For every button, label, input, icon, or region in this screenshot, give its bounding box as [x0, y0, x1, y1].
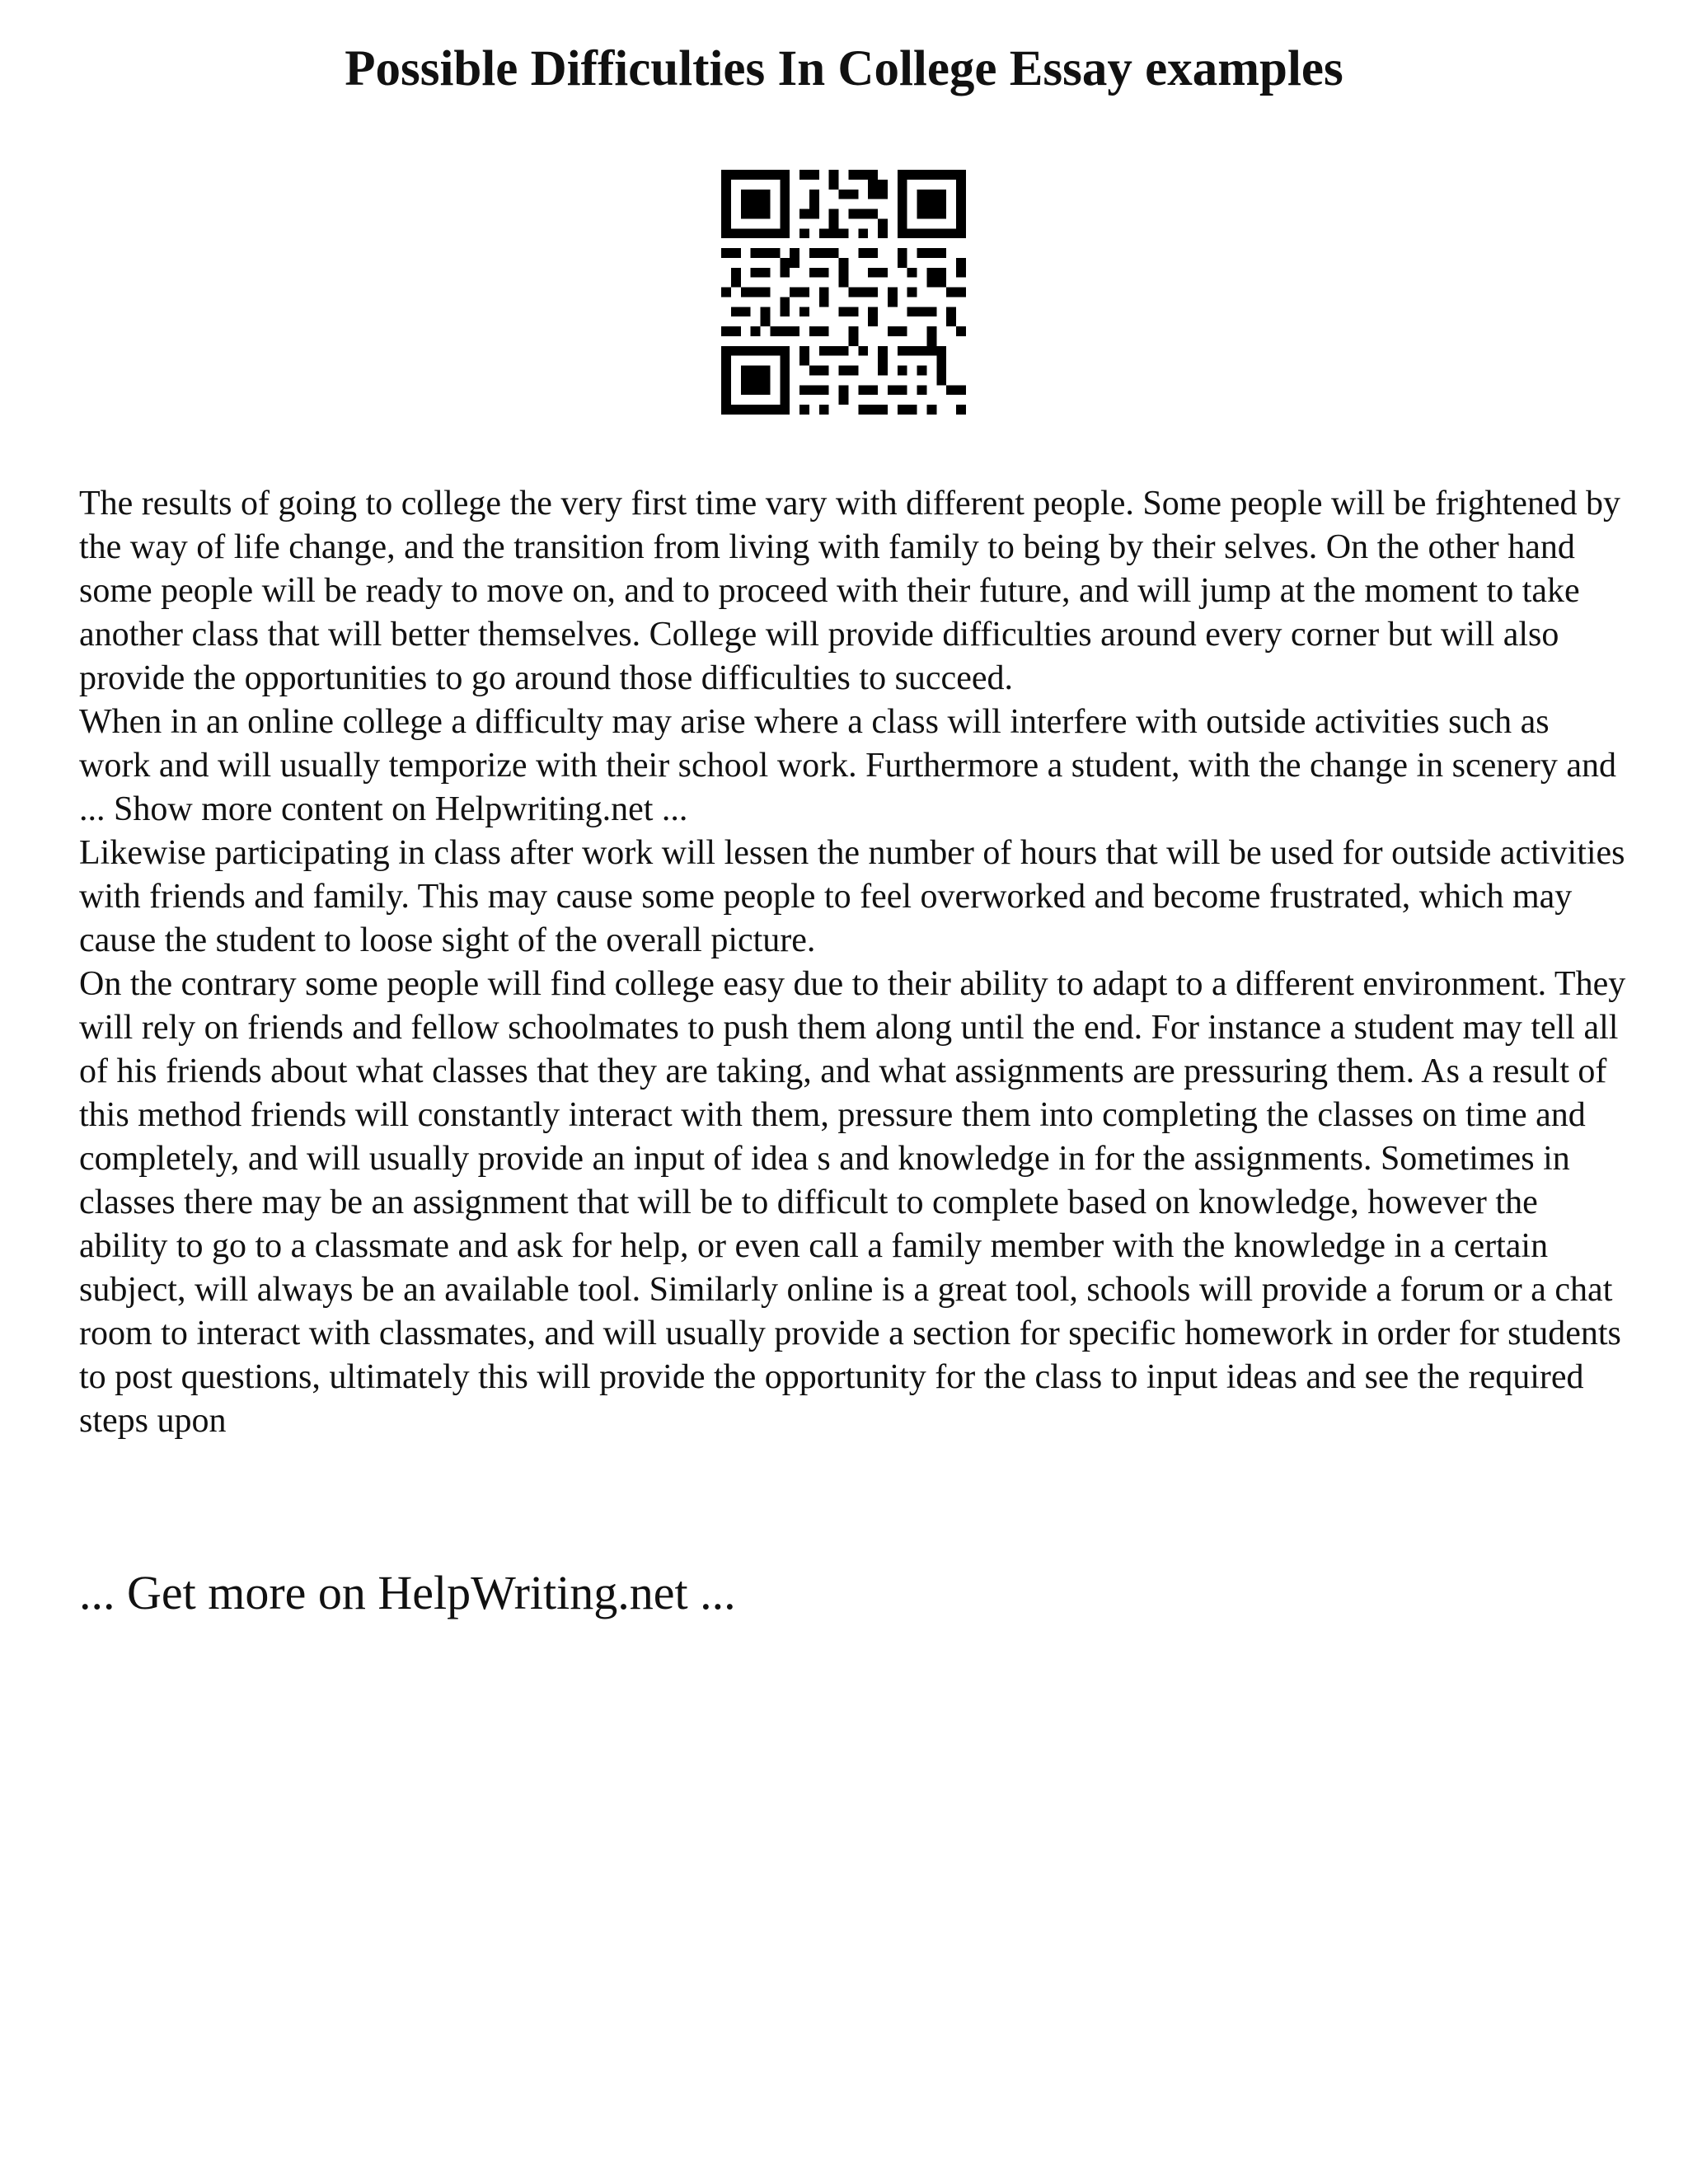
essay-paragraph: On the contrary some people will find college easy due to their ability to adapt to a different environment. They will rely on friends and fellow schoolmates to push them along until the end. For instance a student may tell all of his friends about what classes that they are taking, and what assignments are pressuring them. As a result of this method friends will constantly interact with them, pressure them into completing the classes on time and completely, and will usually provide an input of idea s and knowledge in for the assignments. Sometimes in classes there may be an assignment that will be to difficult to complete based on knowledge, however the ability to go to a classmate and ask for help, or even call a family member with the knowledge in a certain subject, will always be an available tool. Similarly online is a great tool, schools will provide a forum or a chat room to interact with classmates, and will usually provide a section for specific homework in order for students to post questions, ultimately this will provide the opportunity for the class to input ideas and see the required steps upon [79, 965, 1626, 1440]
get-more-link[interactable]: ... Get more on HelpWriting.net ... [79, 1566, 736, 1619]
essay-paragraph: Likewise participating in class after work will lessen the number of hours that will be used for outside activities with friends and family. This may cause some people to feel overworked and become frustrated, which may cause the student to loose sight of the overall picture. [79, 834, 1625, 959]
essay-paragraph: The results of going to college the very first time vary with different people. Some people will be frightened by the way of life change, and the transition from living with family to being by their selves. On the other hand some people will be ready to move on, and to proceed with their future, and will jump at the moment to take another class that will better themselves. College will provide difficulties around every corner but will also provide the opportunities to go around those difficulties to succeed. [79, 485, 1621, 697]
essay-paragraph: When in an online college a difficulty may arise where a class will interfere with outside activities such as work and will usually temporize with their school work. Furthermore a student, with the change in scenery and ... Show more content on Helpwriting.net ... [79, 703, 1617, 828]
qr-code-icon [721, 170, 966, 415]
essay-body [79, 482, 1629, 1443]
page-title: Possible Difficulties In College Essay examples [345, 41, 1343, 96]
